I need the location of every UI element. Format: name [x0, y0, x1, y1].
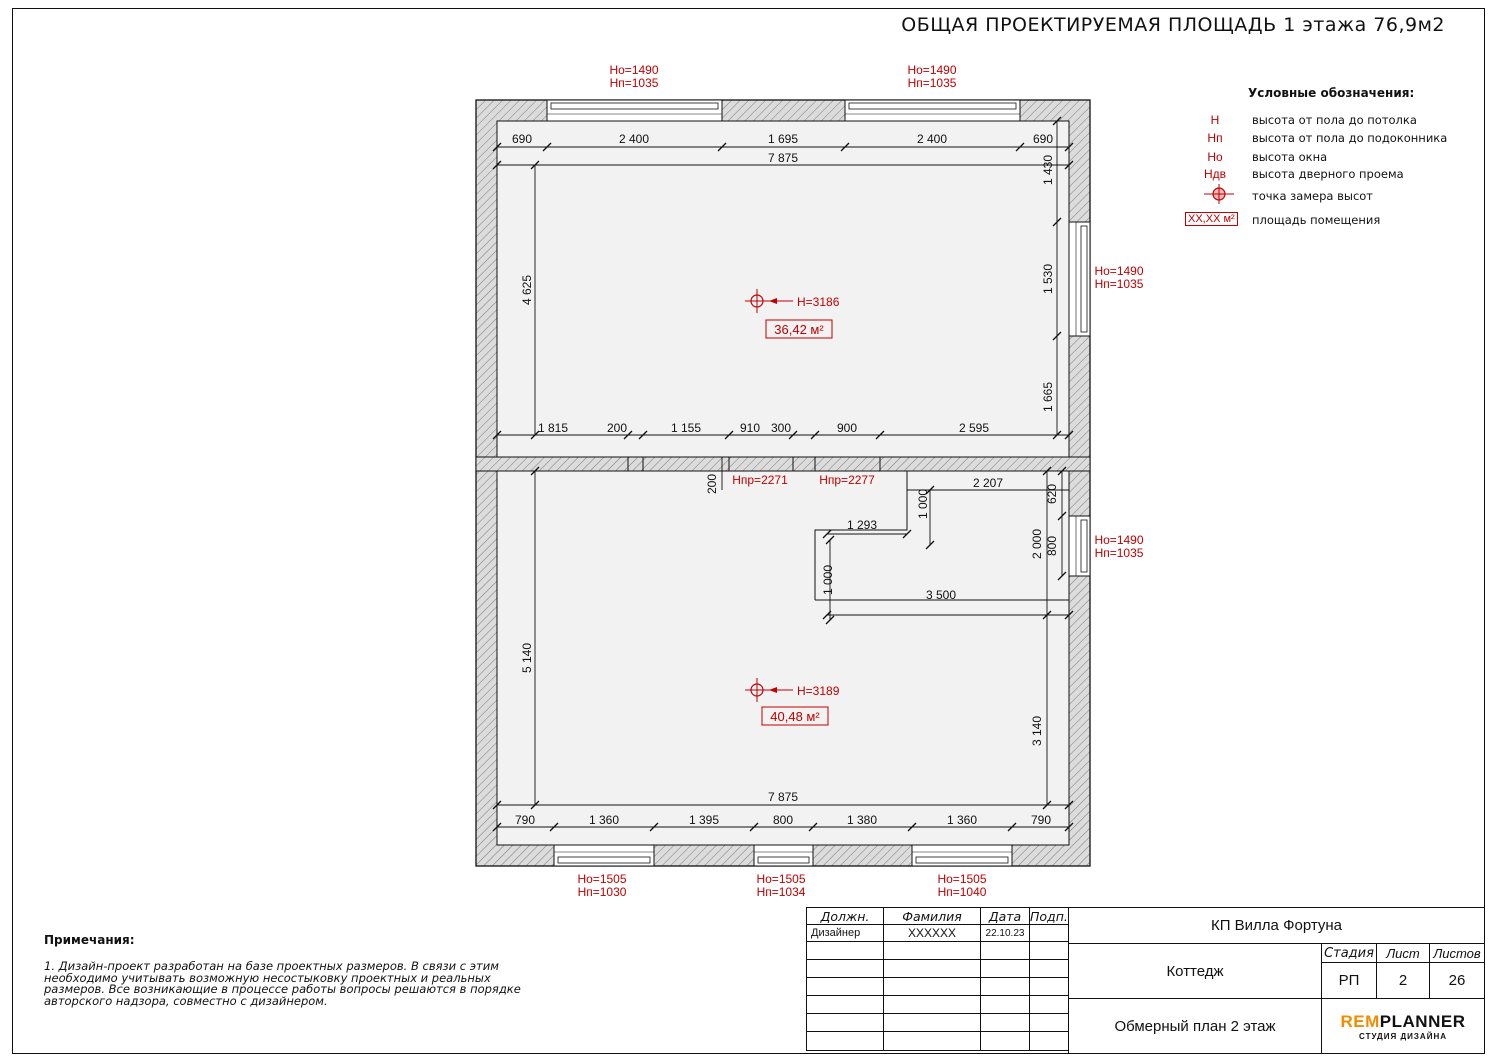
crosshair-icon [1202, 183, 1236, 205]
stamp-sheet-label: Лист [1386, 945, 1420, 961]
stamp-stage-cell [1321, 962, 1377, 999]
title-block [806, 907, 1485, 1054]
legend-title: Условные обозначения: [1248, 86, 1415, 100]
stamp-sheets: 26 [1448, 972, 1466, 989]
dim-top-2: 2 400 [618, 132, 650, 146]
legend-row-point [1180, 189, 1480, 207]
legend-text-area: площадь помещения [1252, 213, 1381, 227]
legend-row-ho [1180, 150, 1480, 168]
legend-text-ho: высота окна [1252, 150, 1328, 164]
room1-area-label: 36,42 м² [774, 322, 824, 337]
dim-bot-5: 1 380 [846, 813, 878, 827]
dim-right-lower: 3 140 [1030, 715, 1044, 747]
legend-symbol-area: XX,XX м² [1185, 212, 1238, 226]
dim-bot-1: 790 [514, 813, 536, 827]
stamp-stage-label: Стадия [1324, 945, 1374, 961]
dim-top-5: 690 [1032, 132, 1054, 146]
dim-closet-width: 2 207 [972, 476, 1004, 490]
window-top-right [845, 100, 1020, 121]
dim-bot-2: 1 360 [588, 813, 620, 827]
window-bottom-left [554, 845, 654, 866]
legend-row-h [1180, 113, 1480, 131]
window-right-upper-ho: Hо=1490 [1094, 264, 1144, 278]
dim-top-total: 7 875 [767, 151, 799, 165]
door-right-height: Hпр=2277 [819, 473, 875, 487]
stamp-sheet-name: Обмерный план 2 этаж [1114, 1017, 1276, 1035]
window-right-lower-ho: Hо=1490 [1094, 533, 1144, 547]
stamp-sheet-name-cell [1068, 998, 1322, 1054]
dim-mid-5: 300 [770, 421, 792, 435]
dim-bot-3: 1 395 [688, 813, 720, 827]
stamp-sheets-label: Листов [1433, 945, 1481, 961]
stamp-project-cell [1068, 907, 1485, 944]
legend-row-hp [1180, 131, 1480, 149]
window-right-upper [1069, 222, 1090, 336]
notes-text: 1. Дизайн-проект разработан на базе проектных размеров. В связи с этим необходимо учитывать возможную несостыковку проектных и реальных размеров. Все возникающие в процессе работы вопросы решаются в порядке авторского надзора, совместно с дизайнером. [44, 959, 521, 1008]
dim-bot-4: 800 [772, 813, 794, 827]
window-bottom-left-ho: Hо=1505 [577, 872, 627, 886]
legend-text-h: высота от пола до потолка [1252, 113, 1417, 127]
notes [44, 933, 534, 1007]
dim-closet-1000a: 1 000 [916, 488, 930, 520]
stamp-sheet: 2 [1398, 972, 1408, 989]
stamp-position: Дизайнер [807, 925, 884, 942]
dim-closet-1000b: 1 000 [821, 564, 835, 596]
legend-symbol-h: H [1210, 113, 1220, 127]
dim-closet-bottom: 3 500 [925, 588, 957, 602]
window-right-lower-hp: Hп=1035 [1094, 546, 1144, 560]
dim-closet-2000: 2 000 [1030, 528, 1044, 560]
stamp-sheets-label-cell [1429, 943, 1485, 963]
dim-mid-3: 1 155 [670, 421, 702, 435]
dim-right-upper-3: 1 665 [1041, 381, 1055, 413]
stamp-sheets-cell [1429, 962, 1485, 999]
dim-closet-step: 1 293 [846, 518, 878, 532]
dim-top-3: 1 695 [767, 132, 799, 146]
dim-mid-6: 900 [836, 421, 858, 435]
window-right-lower [1069, 516, 1090, 576]
dim-partition: 200 [705, 473, 719, 495]
stamp-header-name: Фамилия [884, 908, 981, 925]
notes-title: Примечания: [44, 933, 135, 947]
window-top-right-hp: Hп=1035 [907, 76, 957, 90]
window-top-left [547, 100, 722, 121]
room2-area-label: 40,48 м² [770, 709, 820, 724]
door-left-height: Hпр=2271 [732, 473, 788, 487]
legend-text-hdv: высота дверного проема [1252, 167, 1404, 181]
stamp-logo-cell [1321, 998, 1485, 1054]
window-bottom-left-hp: Hп=1030 [577, 885, 627, 899]
stamp-stage-label-cell [1321, 943, 1377, 963]
stamp-sign [1030, 925, 1069, 942]
dim-bot-7: 790 [1030, 813, 1052, 827]
window-bottom-mid-ho: Hо=1505 [756, 872, 806, 886]
window-bottom-right-hp: Hп=1040 [937, 885, 987, 899]
stamp-header-sign: Подп. [1030, 908, 1068, 924]
legend-symbol-hp: Hп [1207, 131, 1223, 145]
company-logo [1322, 999, 1484, 1053]
dim-mid-4: 910 [739, 421, 761, 435]
window-right-upper-hp: Hп=1035 [1094, 277, 1144, 291]
dim-mid-7: 2 595 [958, 421, 990, 435]
room2-height-label: H=3189 [797, 684, 840, 698]
stamp-object: Коттедж [1166, 962, 1224, 980]
stamp-header-date: Дата [981, 908, 1030, 925]
stamp-date: 22.10.23 [981, 925, 1030, 942]
legend-text-point: точка замера высот [1252, 189, 1374, 203]
legend-row-area [1180, 213, 1480, 231]
dim-bot-6: 1 360 [946, 813, 978, 827]
dim-right-upper-1: 1 430 [1041, 154, 1055, 186]
dim-closet-800: 800 [1045, 535, 1059, 557]
stamp-info [1068, 907, 1485, 1054]
dim-top-1: 690 [511, 132, 533, 146]
dim-left-lower: 5 140 [520, 642, 534, 674]
stamp-header-position: Должн. [807, 908, 884, 925]
window-top-left-hp: Hп=1035 [609, 76, 659, 90]
dim-left-upper: 4 625 [520, 274, 534, 306]
dim-top-4: 2 400 [916, 132, 948, 146]
legend-symbol-ho: Hо [1207, 150, 1223, 164]
window-top-left-ho: Hо=1490 [609, 63, 659, 77]
dim-mid-1: 1 815 [537, 421, 569, 435]
window-bottom-right [912, 845, 1012, 866]
stamp-sheet-label-cell [1376, 943, 1430, 963]
logo-subtitle: СТУДИЯ ДИЗАЙНА [1359, 1031, 1447, 1041]
stamp-stage: РП [1338, 972, 1360, 989]
legend-symbol-hdv: Hдв [1203, 167, 1227, 181]
room1-height-label: H=3186 [797, 295, 840, 309]
stamp-project: КП Вилла Фортуна [1210, 917, 1342, 934]
signature-table [806, 907, 1069, 1051]
dim-closet-620: 620 [1045, 483, 1059, 505]
dim-bottom-total: 7 875 [767, 790, 799, 804]
stamp-surname: XXXXXX [884, 925, 981, 942]
dim-right-upper-2: 1 530 [1041, 263, 1055, 295]
legend-text-hp: высота от пола до подоконника [1252, 131, 1448, 145]
sheet-title: ОБЩАЯ ПРОЕКТИРУЕМАЯ ПЛОЩАДЬ 1 этажа 76,9м2 [901, 14, 1445, 36]
window-bottom-mid [754, 845, 813, 866]
dim-mid-2: 200 [606, 421, 628, 435]
window-bottom-mid-hp: Hп=1034 [756, 885, 806, 899]
logo-wordmark: REMPLANNER [1340, 1011, 1466, 1031]
window-top-right-ho: Hо=1490 [907, 63, 957, 77]
window-bottom-right-ho: Hо=1505 [937, 872, 987, 886]
stamp-object-cell [1068, 943, 1322, 999]
stamp-sheet-cell [1376, 962, 1430, 999]
